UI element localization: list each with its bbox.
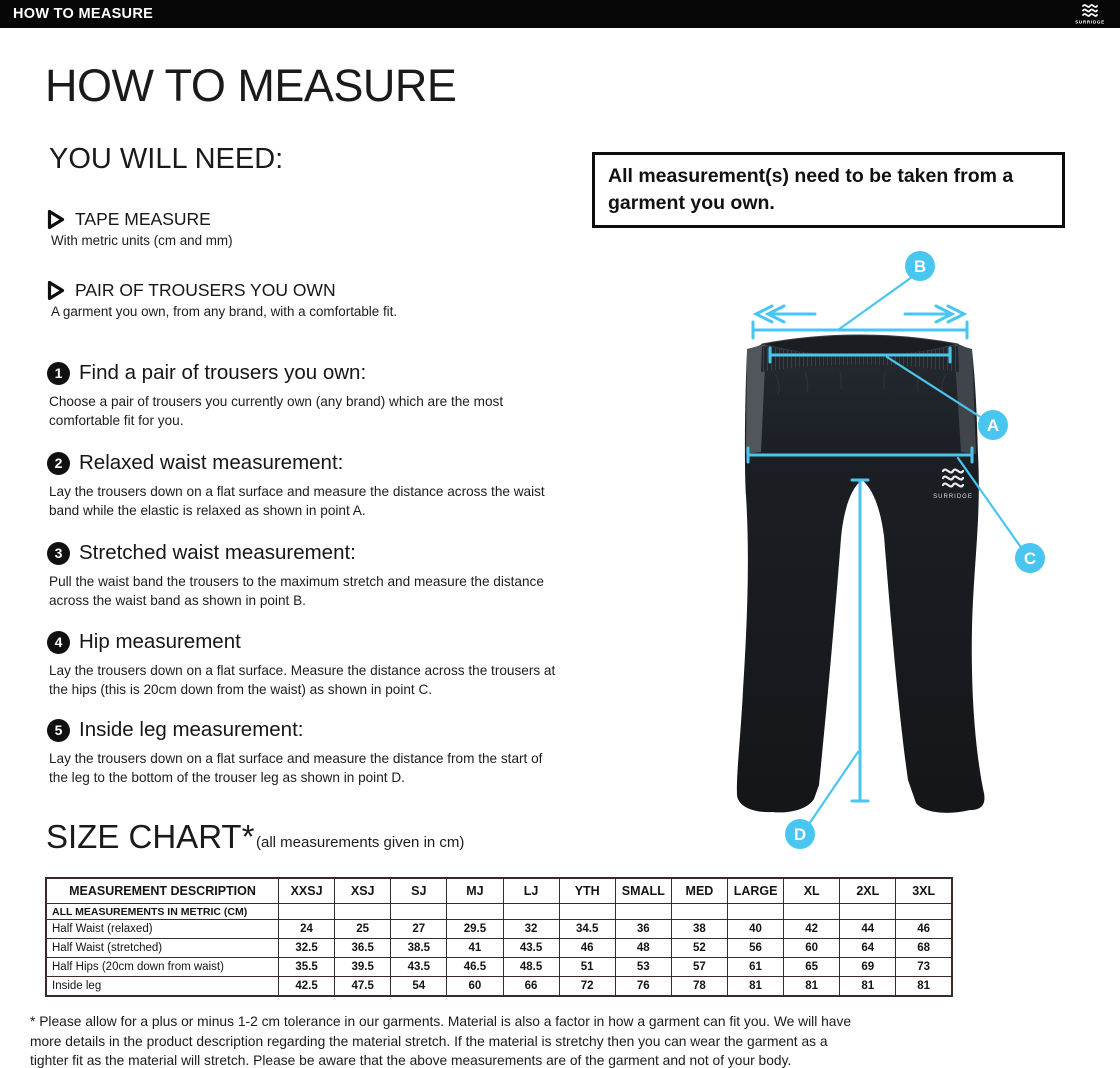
- metric-note: ALL MEASUREMENTS IN METRIC (CM): [46, 904, 279, 920]
- size-chart-subtitle: (all measurements given in cm): [256, 834, 465, 851]
- size-chart-table: [45, 877, 953, 997]
- value-cell: 81: [896, 977, 952, 997]
- value-cell: 81: [728, 977, 784, 997]
- value-cell: 32: [503, 920, 559, 939]
- empty-cell: [840, 904, 896, 920]
- step-description: Lay the trousers down on a flat surface and measure the distance from the start of the leg to the bottom of the trouser leg as shown in point D.: [49, 751, 543, 786]
- footnote: [30, 1012, 1110, 1068]
- step-2: [47, 451, 562, 521]
- step-title: Find a pair of trousers you own:: [79, 361, 367, 384]
- value-cell: 56: [728, 939, 784, 958]
- step-title: Stretched waist measurement:: [79, 541, 356, 564]
- surridge-logo-text: SURRIDGE: [1075, 19, 1105, 25]
- need-item-title: TAPE MEASURE: [75, 209, 211, 229]
- notice-text: All measurement(s) need to be taken from a garment you own.: [608, 165, 1014, 214]
- footnote-line: * Please allow for a plus or minus 1-2 cm tolerance in our garments. Material is also a factor in how a garment can fit you. We will have: [30, 1014, 852, 1029]
- value-cell: 44: [840, 920, 896, 939]
- column-header-size: XL: [784, 878, 840, 904]
- garment-logo-text: SURRIDGE: [933, 494, 973, 500]
- value-cell: 39.5: [335, 958, 391, 977]
- value-cell: 68: [896, 939, 952, 958]
- step-5: [47, 718, 562, 788]
- value-cell: 36.5: [335, 939, 391, 958]
- value-cell: 60: [784, 939, 840, 958]
- step-number-badge: 2: [47, 452, 70, 475]
- column-header-size: MJ: [447, 878, 503, 904]
- leader-line-b: [838, 277, 912, 330]
- empty-cell: [896, 904, 952, 920]
- step-number-badge: 1: [47, 362, 70, 385]
- column-header-size: 3XL: [896, 878, 952, 904]
- step-1: [47, 361, 562, 431]
- value-cell: 52: [671, 939, 727, 958]
- value-cell: 53: [615, 958, 671, 977]
- surridge-logo: [1067, 1, 1120, 27]
- step-number-badge: 3: [47, 542, 70, 565]
- empty-cell: [391, 904, 447, 920]
- footnote-line: tighter fit as the material will stretch. Please be aware that the above measurements are of the garment and not of your body.: [30, 1053, 792, 1068]
- step-3: [47, 541, 562, 611]
- table-row: [46, 920, 952, 939]
- value-cell: 78: [671, 977, 727, 997]
- step-number-badge: 4: [47, 631, 70, 654]
- trousers-measurement-diagram: [590, 240, 1120, 870]
- value-cell: 69: [840, 958, 896, 977]
- value-cell: 24: [279, 920, 335, 939]
- column-header-size: YTH: [559, 878, 615, 904]
- value-cell: 43.5: [391, 958, 447, 977]
- value-cell: 41: [447, 939, 503, 958]
- play-triangle-icon: [47, 280, 65, 301]
- value-cell: 57: [671, 958, 727, 977]
- value-cell: 34.5: [559, 920, 615, 939]
- column-header-size: LARGE: [728, 878, 784, 904]
- label-d: D: [793, 825, 807, 844]
- step-description: Lay the trousers down on a flat surface and measure the distance across the waist band while the elastic is relaxed as shown in point A.: [49, 484, 545, 519]
- you-will-need-heading: YOU WILL NEED:: [49, 143, 284, 175]
- value-cell: 27: [391, 920, 447, 939]
- value-cell: 46: [559, 939, 615, 958]
- notice-box: [592, 152, 1065, 228]
- step-description: Choose a pair of trousers you currently own (any brand) which are the most comfortable fit for you.: [49, 394, 504, 429]
- column-header-size: XSJ: [335, 878, 391, 904]
- value-cell: 32.5: [279, 939, 335, 958]
- value-cell: 29.5: [447, 920, 503, 939]
- footnote-line: more details in the product description regarding the material stretch. If the material is stretchy then you can wear the garment as a: [30, 1033, 828, 1049]
- value-cell: 64: [840, 939, 896, 958]
- step-title: Hip measurement: [79, 630, 241, 653]
- empty-cell: [671, 904, 727, 920]
- value-cell: 25: [335, 920, 391, 939]
- step-description: Lay the trousers down on a flat surface. Measure the distance across the trousers at the hips (this is 20cm down from the waist) as shown in point C.: [49, 663, 556, 698]
- value-cell: 38.5: [391, 939, 447, 958]
- value-cell: 42: [784, 920, 840, 939]
- row-label: Half Hips (20cm down from waist): [46, 958, 279, 977]
- size-chart-title: SIZE CHART*: [46, 818, 255, 855]
- page-title: HOW TO MEASURE: [45, 60, 457, 111]
- empty-cell: [615, 904, 671, 920]
- column-header-size: SMALL: [615, 878, 671, 904]
- value-cell: 40: [728, 920, 784, 939]
- need-item-subtitle: A garment you own, from any brand, with a comfortable fit.: [51, 304, 398, 319]
- table-header-row: [46, 878, 952, 904]
- value-cell: 66: [503, 977, 559, 997]
- value-cell: 43.5: [503, 939, 559, 958]
- table-row: [46, 977, 952, 997]
- step-number-badge: 5: [47, 719, 70, 742]
- column-header-size: XXSJ: [279, 878, 335, 904]
- value-cell: 46.5: [447, 958, 503, 977]
- value-cell: 51: [559, 958, 615, 977]
- empty-cell: [503, 904, 559, 920]
- value-cell: 47.5: [335, 977, 391, 997]
- value-cell: 60: [447, 977, 503, 997]
- row-label: Half Waist (stretched): [46, 939, 279, 958]
- header-title: HOW TO MEASURE: [13, 6, 154, 22]
- need-item-tape-measure: [47, 209, 567, 248]
- value-cell: 76: [615, 977, 671, 997]
- empty-cell: [784, 904, 840, 920]
- value-cell: 72: [559, 977, 615, 997]
- table-row: [46, 939, 952, 958]
- value-cell: 46: [896, 920, 952, 939]
- value-cell: 42.5: [279, 977, 335, 997]
- value-cell: 38: [671, 920, 727, 939]
- value-cell: 73: [896, 958, 952, 977]
- column-header-size: LJ: [503, 878, 559, 904]
- column-header-size: MED: [671, 878, 727, 904]
- table-row: [46, 958, 952, 977]
- empty-cell: [447, 904, 503, 920]
- label-c: C: [1023, 549, 1037, 568]
- value-cell: 65: [784, 958, 840, 977]
- empty-cell: [335, 904, 391, 920]
- value-cell: 48.5: [503, 958, 559, 977]
- value-cell: 81: [784, 977, 840, 997]
- empty-cell: [559, 904, 615, 920]
- step-title: Inside leg measurement:: [79, 718, 304, 741]
- value-cell: 48: [615, 939, 671, 958]
- row-label: Inside leg: [46, 977, 279, 997]
- value-cell: 81: [840, 977, 896, 997]
- play-triangle-icon: [47, 209, 65, 230]
- column-header-size: SJ: [391, 878, 447, 904]
- need-item-trousers: [47, 280, 567, 319]
- value-cell: 54: [391, 977, 447, 997]
- need-item-subtitle: With metric units (cm and mm): [51, 233, 233, 248]
- metric-note-row: [46, 904, 952, 920]
- empty-cell: [279, 904, 335, 920]
- step-title: Relaxed waist measurement:: [79, 451, 344, 474]
- column-header-size: 2XL: [840, 878, 896, 904]
- label-a: A: [986, 416, 1000, 435]
- step-description: Pull the waist band the trousers to the maximum stretch and measure the distance across the waist band as shown in point B.: [49, 574, 544, 609]
- column-header-description: MEASUREMENT DESCRIPTION: [46, 878, 279, 904]
- row-label: Half Waist (relaxed): [46, 920, 279, 939]
- value-cell: 36: [615, 920, 671, 939]
- top-header-bar: [0, 0, 1120, 28]
- empty-cell: [728, 904, 784, 920]
- value-cell: 35.5: [279, 958, 335, 977]
- step-4: [47, 630, 562, 700]
- value-cell: 61: [728, 958, 784, 977]
- surridge-logo-icon: [1067, 1, 1113, 27]
- label-b: B: [913, 257, 927, 276]
- need-item-title: PAIR OF TROUSERS YOU OWN: [75, 280, 336, 300]
